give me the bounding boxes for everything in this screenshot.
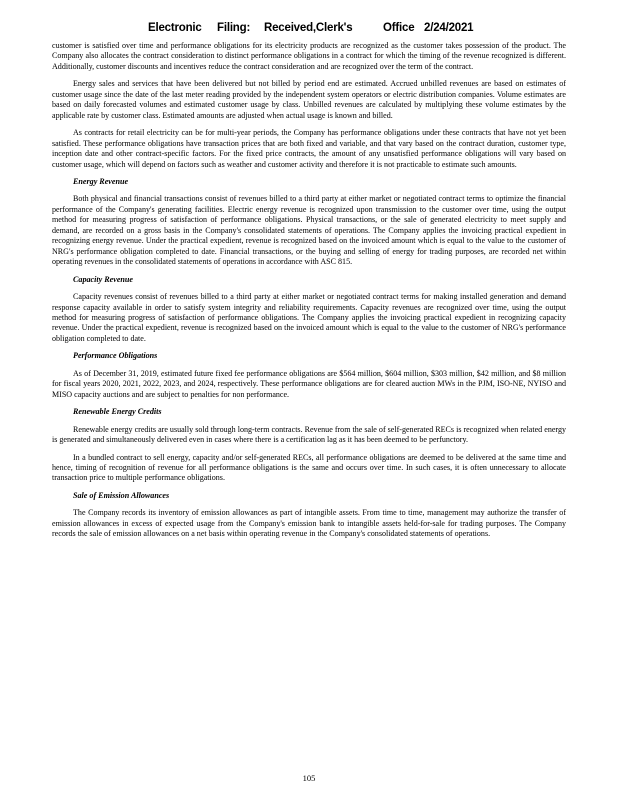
body-text bbox=[52, 41, 566, 547]
section-heading-performance-obligations: Performance Obligations bbox=[73, 351, 158, 361]
paragraph: As contracts for retail electricity can be for multi-year periods, the Company has performance obligations under these contracts that have not yet been satisfied. These performance obligations have transaction prices that are both fixed and variable, and that vary based on the contract duration, customer type, inception date and other contract-specific factors. For the fixed price contracts, the amount of any unsatisfied performance obligations will vary based on customer usage, which will depend on factors such as weather and customer activity and therefore it is not practicable to estimate such amounts. bbox=[52, 128, 566, 169]
paragraph: In a bundled contract to sell energy, capacity and/or self-generated RECs, all performance obligations are deemed to be delivered at the same time and hence, timing of recognition of revenue for all performance obligations is the same and occurs over time. In such cases, it is often unnecessary to allocate transaction price to multiple performance obligations. bbox=[52, 452, 566, 483]
paragraph: Capacity revenues consist of revenues billed to a third party at either market or negotiated contract terms for making installed generation and demand response capacity available in order to satisfy system integrity and reliability requirements. Capacity revenues are recognized over time, using the output method for measuring progress of satisfaction of performance obligations. The Company applies the invoicing practical expedient in recognizing capacity revenue. Under the practical expedient, revenue is recognized based on the invoiced amount which is equal to the value to the customer of NRG's performance obligation completed to date. bbox=[52, 292, 566, 343]
header-office: Office bbox=[383, 22, 415, 34]
paragraph: The Company records its inventory of emission allowances as part of intangible assets. From time to time, management may authorize the transfer of emission allowances in excess of expected usage from the Company's emission bank to intangible assets held-for-sale for trading purposes. The Company records the sale of emission allowances on a net basis within operating revenue in the Company's consolidated statements of operations. bbox=[52, 508, 566, 539]
header-date: 2/24/2021 bbox=[424, 22, 474, 34]
section-heading-emission-allowances: Sale of Emission Allowances bbox=[73, 490, 170, 500]
page-number: 105 bbox=[302, 773, 316, 783]
paragraph: customer is satisfied over time and performance obligations for its electricity products are recognized as the customer takes possession of the product. The Company also allocates the contract consideration to distinct performance obligations in a contract for which the timing of the revenue recognized is different. Additionally, customer discounts and incentives reduce the contract consideration and are recognized over the term of the contract. bbox=[52, 41, 566, 71]
paragraph: Renewable energy credits are usually sold through long-term contracts. Revenue from the sale of self-generated RECs is recognized when related energy is generated and simultaneously delivered even in cases where there is a certification lag as it has been deemed to be perfunctory. bbox=[52, 424, 566, 445]
filing-header bbox=[0, 22, 618, 38]
section-heading-renewable-energy-credits: Renewable Energy Credits bbox=[73, 407, 162, 417]
header-filing: Filing: bbox=[217, 22, 251, 34]
section-heading-capacity-revenue: Capacity Revenue bbox=[73, 274, 134, 284]
header-received: Received,Clerk's bbox=[264, 22, 353, 34]
paragraph: Both physical and financial transactions consist of revenues billed to a third party at either market or negotiated contract terms to optimize the financial performance of the Company's generating facilities. Electric energy revenue is recognized upon transmission to the customer over time, using the output method for measuring progress of satisfaction of performance obligations. Physical transactions, or the sale of generated electricity to meet supply and demand, are recorded on a gross basis in the Company's consolidated statements of operations. The Company applies the invoicing practical expedient in recognizing energy revenue. Under the practical expedient, revenue is recognized based on the invoiced amount which is equal to the value to the customer of NRG's performance obligation completed to date. Financial transactions, or the buying and selling of energy for trading purposes, are recorded net within operating revenues in the consolidated statements of operations in accordance with ASC 815. bbox=[52, 194, 566, 267]
section-heading-energy-revenue: Energy Revenue bbox=[73, 176, 129, 186]
paragraph: Energy sales and services that have been delivered but not billed by period end are estimated. Accrued unbilled revenues are based on estimates of customer usage since the date of the last meter reading provided by the independent system operators or electric distribution companies. Volume estimates are based on daily forecasted volumes and estimated customer usage by class. Unbilled revenues are calculated by multiplying these volume estimates by the applicable rate by customer class. Estimated amounts are adjusted when actual usage is known and billed. bbox=[52, 79, 566, 120]
paragraph: As of December 31, 2019, estimated future fixed fee performance obligations are $564 million, $604 million, $303 million, $42 million, and $8 million for fiscal years 2020, 2021, 2022, 2023, and 2024, respectively. These performance obligations are for cleared auction MWs in the PJM, ISO-NE, NYISO and MISO capacity auctions and are subject to penalties for non performance. bbox=[52, 368, 566, 399]
header-electronic: Electronic bbox=[148, 22, 202, 34]
